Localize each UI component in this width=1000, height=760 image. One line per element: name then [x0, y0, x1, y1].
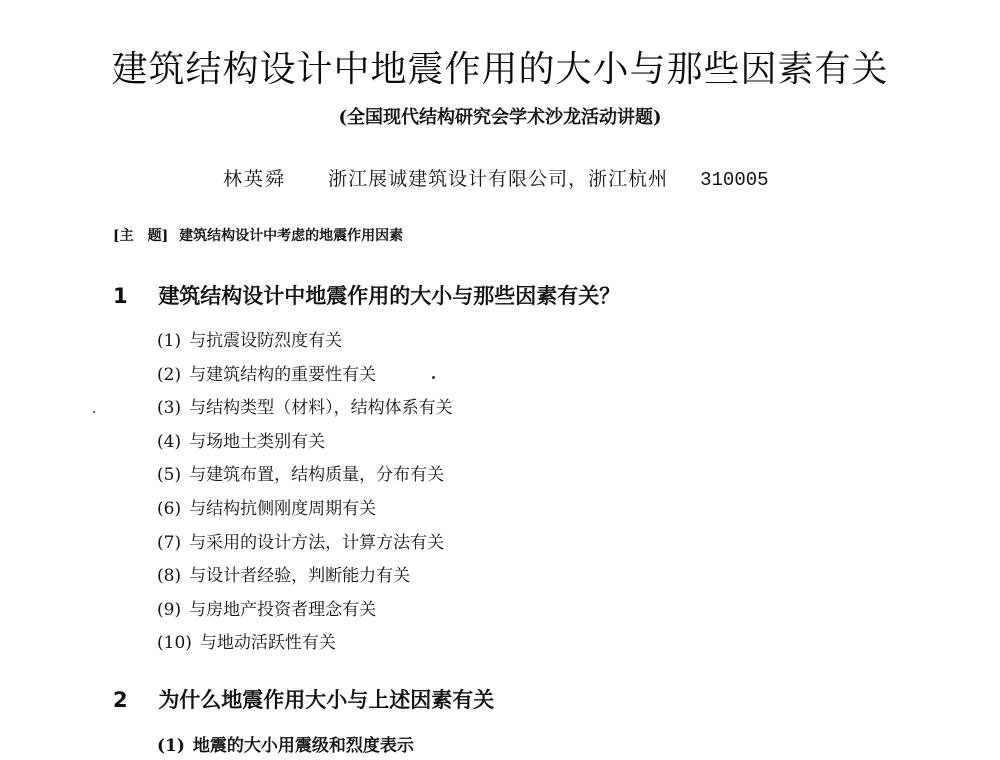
- section-1-list: [157, 327, 453, 663]
- section-heading-2: [113, 685, 494, 715]
- item-number: (2): [157, 364, 182, 385]
- postal-code: 310005: [700, 169, 769, 191]
- item-text: 与房地产投资者理念有关: [189, 599, 377, 620]
- item-number: (3): [157, 398, 182, 419]
- topic-line: [113, 226, 403, 246]
- item-text: 与结构类型（材料），结构体系有关: [189, 398, 453, 419]
- list-item: [157, 495, 453, 529]
- scan-speck: [432, 376, 435, 379]
- item-number: (1): [157, 736, 185, 756]
- item-text: 与建筑布置，结构质量，分布有关: [189, 465, 445, 486]
- item-text: 与抗震设防烈度有关: [189, 331, 343, 351]
- section-title: 为什么地震作用大小与上述因素有关: [158, 688, 495, 712]
- author-line: [223, 165, 769, 193]
- list-item: [157, 629, 453, 663]
- list-item: [157, 529, 453, 563]
- item-number: (9): [157, 599, 182, 620]
- list-item: [157, 461, 453, 495]
- list-item: [157, 361, 453, 395]
- scan-speck: [93, 411, 95, 413]
- list-item: [157, 596, 453, 630]
- section-number: 2: [113, 688, 128, 712]
- item-number: (10): [157, 633, 192, 654]
- list-item: [157, 394, 453, 428]
- list-item: [157, 327, 453, 361]
- author-affiliation: 浙江展诚建筑设计有限公司，浙江杭州: [328, 168, 669, 190]
- item-text: 与结构抗侧刚度周期有关: [189, 498, 377, 519]
- section-number: 1: [113, 284, 128, 308]
- item-text: 与地动活跃性有关: [199, 633, 336, 654]
- item-number: (1): [157, 331, 182, 351]
- list-item: [157, 733, 414, 759]
- author-name: 林英舜: [223, 168, 287, 190]
- item-number: (4): [157, 431, 182, 452]
- topic-label: [主 题]: [113, 228, 169, 244]
- item-number: (8): [157, 566, 182, 587]
- item-number: (6): [157, 498, 182, 519]
- list-item: [157, 562, 453, 596]
- list-item: [157, 428, 453, 462]
- item-text: 与设计者经验，判断能力有关: [189, 566, 411, 587]
- section-heading-1: [113, 281, 620, 311]
- item-text: 与场地土类别有关: [189, 431, 326, 452]
- item-number: (7): [157, 532, 182, 553]
- item-text: 与建筑结构的重要性有关: [189, 364, 377, 385]
- item-text: 地震的大小用震级和烈度表示: [192, 736, 414, 756]
- section-title: 建筑结构设计中地震作用的大小与那些因素有关？: [158, 284, 621, 308]
- page-subtitle: (全国现代结构研究会学术沙龙活动讲题): [338, 107, 662, 128]
- item-number: (5): [157, 465, 182, 486]
- page-title: 建筑结构设计中地震作用的大小与那些因素有关: [111, 49, 889, 90]
- topic-text: 建筑结构设计中考虑的地震作用因素: [179, 228, 404, 244]
- item-text: 与采用的设计方法，计算方法有关: [189, 532, 445, 553]
